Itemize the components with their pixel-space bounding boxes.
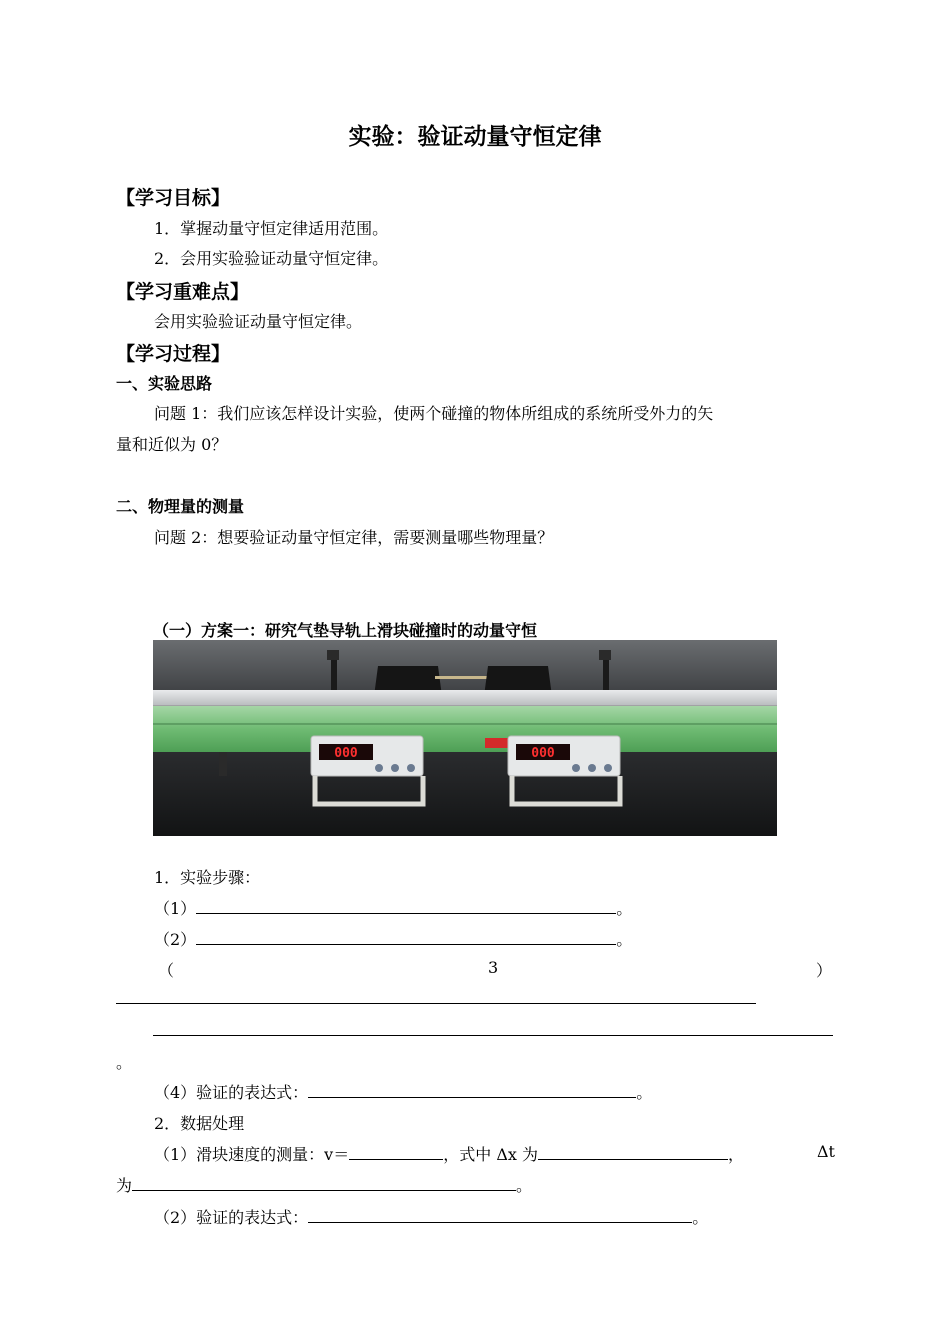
data1-line2 <box>116 1173 532 1196</box>
step3-close-paren: ） <box>816 961 833 980</box>
step3-blank-2[interactable] <box>153 1035 833 1036</box>
step4-period: 。 <box>636 1083 653 1102</box>
step2-label: （2） <box>154 930 197 949</box>
data2-label: （2）验证的表达式： <box>154 1208 309 1227</box>
step1-line <box>154 896 632 919</box>
step2-line <box>154 927 632 950</box>
step1-label: （1） <box>154 899 197 918</box>
data1-prefix: （1）滑块速度的测量：v＝ <box>154 1145 350 1164</box>
step3-open-paren: （ <box>158 961 175 980</box>
delta-x-blank[interactable] <box>538 1145 728 1160</box>
step4-line <box>154 1080 652 1103</box>
question2: 问题 2：想要验证动量守恒定律，需要测量哪些物理量？ <box>154 528 554 547</box>
step1-blank[interactable] <box>196 899 616 914</box>
delta-t-blank[interactable] <box>132 1176 516 1191</box>
step2-period: 。 <box>616 930 633 949</box>
steps-label: 1．实验步骤： <box>154 868 261 887</box>
timer1-display: 000 <box>334 746 358 761</box>
data-processing-label: 2．数据处理 <box>154 1114 245 1133</box>
question1-line1: 问题 1：我们应该怎样设计实验，使两个碰撞的物体所组成的系统所受外力的矢 <box>154 404 714 423</box>
page-title: 实验：验证动量守恒定律 <box>348 124 602 150</box>
step4-blank[interactable] <box>308 1083 636 1098</box>
question1-line2: 量和近似为 0？ <box>116 435 228 454</box>
goal-item-2: 2．会用实验验证动量守恒定律。 <box>154 249 389 268</box>
data1-period: 。 <box>516 1176 533 1195</box>
data2-blank[interactable] <box>308 1208 692 1223</box>
section2-heading: 二、物理量的测量 <box>116 497 245 516</box>
step4-label: （4）验证的表达式： <box>154 1083 309 1102</box>
step1-period: 。 <box>616 899 633 918</box>
step3-number: 3 <box>488 958 499 977</box>
data1-wei: 为 <box>116 1176 133 1195</box>
data2-line <box>154 1205 708 1228</box>
process-heading: 【学习过程】 <box>116 343 231 365</box>
delta-t-label: Δt <box>817 1142 835 1161</box>
step3-blank-1[interactable] <box>116 1003 756 1004</box>
step3-period: 。 <box>116 1053 133 1072</box>
data1-comma: ， <box>728 1145 745 1164</box>
step2-blank[interactable] <box>196 930 616 945</box>
key-points-text: 会用实验验证动量守恒定律。 <box>154 312 363 331</box>
data1-mid: ，式中 Δx 为 <box>443 1145 538 1164</box>
velocity-blank[interactable] <box>349 1145 443 1160</box>
key-points-heading: 【学习重难点】 <box>116 281 250 303</box>
timer2-display: 000 <box>531 746 555 761</box>
data2-period: 。 <box>692 1208 709 1227</box>
section1-heading: 一、实验思路 <box>116 374 213 393</box>
goal-item-1: 1．掌握动量守恒定律适用范围。 <box>154 219 389 238</box>
goals-heading: 【学习目标】 <box>116 187 231 209</box>
plan1-heading: （一）方案一：研究气垫导轨上滑块碰撞时的动量守恒 <box>153 621 538 640</box>
data1-line <box>154 1142 744 1165</box>
air-track-photo <box>153 640 777 836</box>
